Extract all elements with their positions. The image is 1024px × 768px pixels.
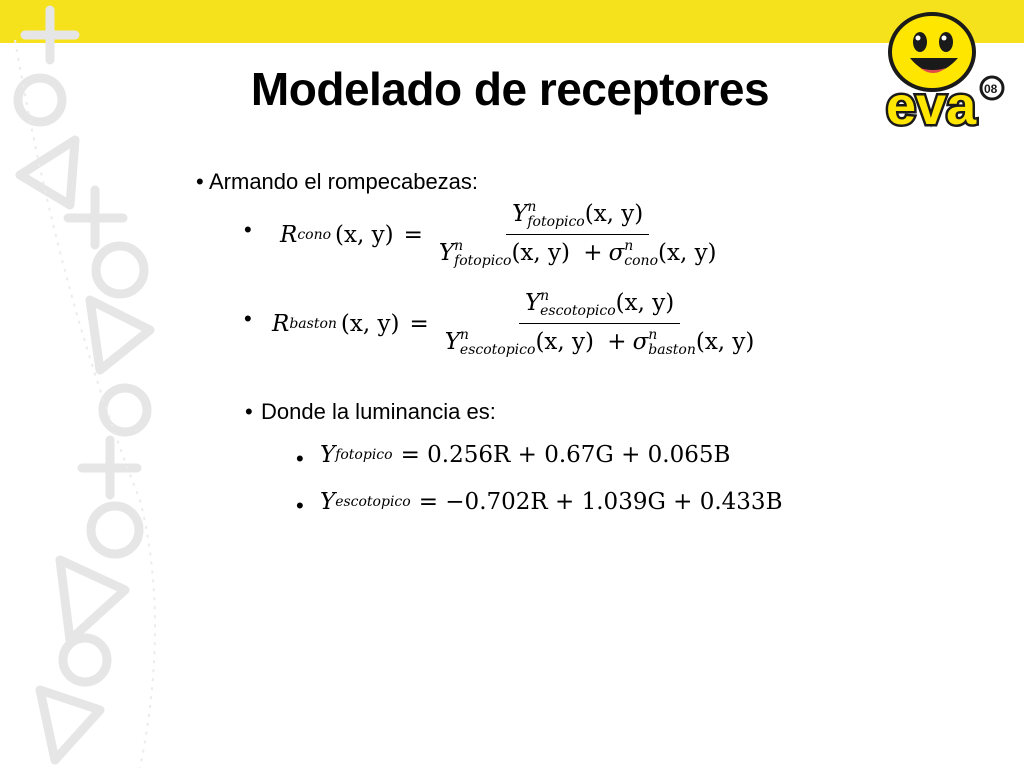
formula-args: (x, y) [340,310,400,337]
formula-var: Y [524,290,541,316]
formula-equals: = [409,310,429,337]
formula-var: Y [320,489,336,515]
sigma-symbol: σ [632,329,649,355]
formula-subscript: baston [289,315,337,332]
formula-subscript: escotopico [540,303,616,319]
formula-var: R [280,221,298,248]
formula-subscript: escotopico [459,342,536,358]
formula-superscript: n [648,327,658,343]
slide-title: Modelado de receptores [250,63,770,115]
formula-subscript: baston [648,342,696,358]
formula-superscript: n [459,327,469,343]
y-fotopico-formula [320,442,730,468]
circle-shape [63,638,107,682]
formula-superscript: n [540,288,550,304]
bullet-marker: • [244,217,252,242]
formula-superscript: n [527,199,537,215]
fraction-denominator [433,235,723,269]
formula-fraction [439,289,761,358]
rod-response-formula [272,289,760,358]
formula-var: Y [444,329,460,355]
eva-logo-badge: 08 [984,82,998,96]
triangle-shape [40,690,100,760]
circle-shape [18,78,62,122]
formula-subscript: fotopico [527,214,585,230]
bullet-marker: • [296,446,304,471]
bullet-marker: • [296,493,304,518]
intro-bullet-text: Armando el rompecabezas: [209,169,479,194]
formula-plus: + [607,329,627,355]
formula-subscript: fotopico [335,447,393,463]
formula-subscript: cono [297,226,332,243]
formula-args: (x, y) [535,329,594,355]
formula-equals: = [403,221,423,248]
circle-shape [103,388,147,432]
eva-logo-text: eva [886,76,977,134]
bullet-marker: • [245,399,253,424]
triangle-shape [20,140,75,205]
formula-rhs: = −0.702R + 1.039G + 0.433B [418,489,783,515]
luminance-bullet-text: Donde la luminancia es: [261,399,496,424]
formula-superscript: n [454,238,464,254]
formula-args: (x, y) [335,221,394,248]
plus-shape [68,190,123,245]
cone-response-formula [280,200,723,269]
formula-rhs: = 0.256R + 0.67G + 0.065B [400,442,731,468]
plus-shape [25,10,75,60]
eva-logo [880,6,1012,134]
formula-args: (x, y) [615,290,675,316]
formula-var: Y [512,201,528,227]
formula-var: R [272,310,290,337]
y-escotopico-formula [320,489,782,515]
formula-var: Y [438,240,455,266]
formula-subscript: cono [624,253,658,269]
decorative-shapes-border [0,0,175,768]
circle-shape [96,246,144,294]
formula-plus: + [583,240,603,266]
plus-shape [82,440,137,495]
formula-args: (x, y) [658,240,717,266]
formula-args: (x, y) [695,329,755,355]
sigma-symbol: σ [608,240,625,266]
formula-superscript: n [624,238,634,254]
circle-shape [91,506,139,554]
bullet-marker: • [244,306,252,331]
fraction-denominator [439,324,761,358]
formula-subscript: escotopico [335,494,411,510]
fraction-numerator [519,289,680,324]
formula-args: (x, y) [584,201,644,227]
formula-var: Y [320,442,336,468]
formula-subscript: fotopico [454,253,512,269]
triangle-shape [90,300,150,370]
formula-fraction [433,200,723,269]
formula-args: (x, y) [511,240,570,266]
triangle-shape [60,560,125,640]
bullet-marker: • [196,169,204,194]
fraction-numerator [506,200,649,235]
